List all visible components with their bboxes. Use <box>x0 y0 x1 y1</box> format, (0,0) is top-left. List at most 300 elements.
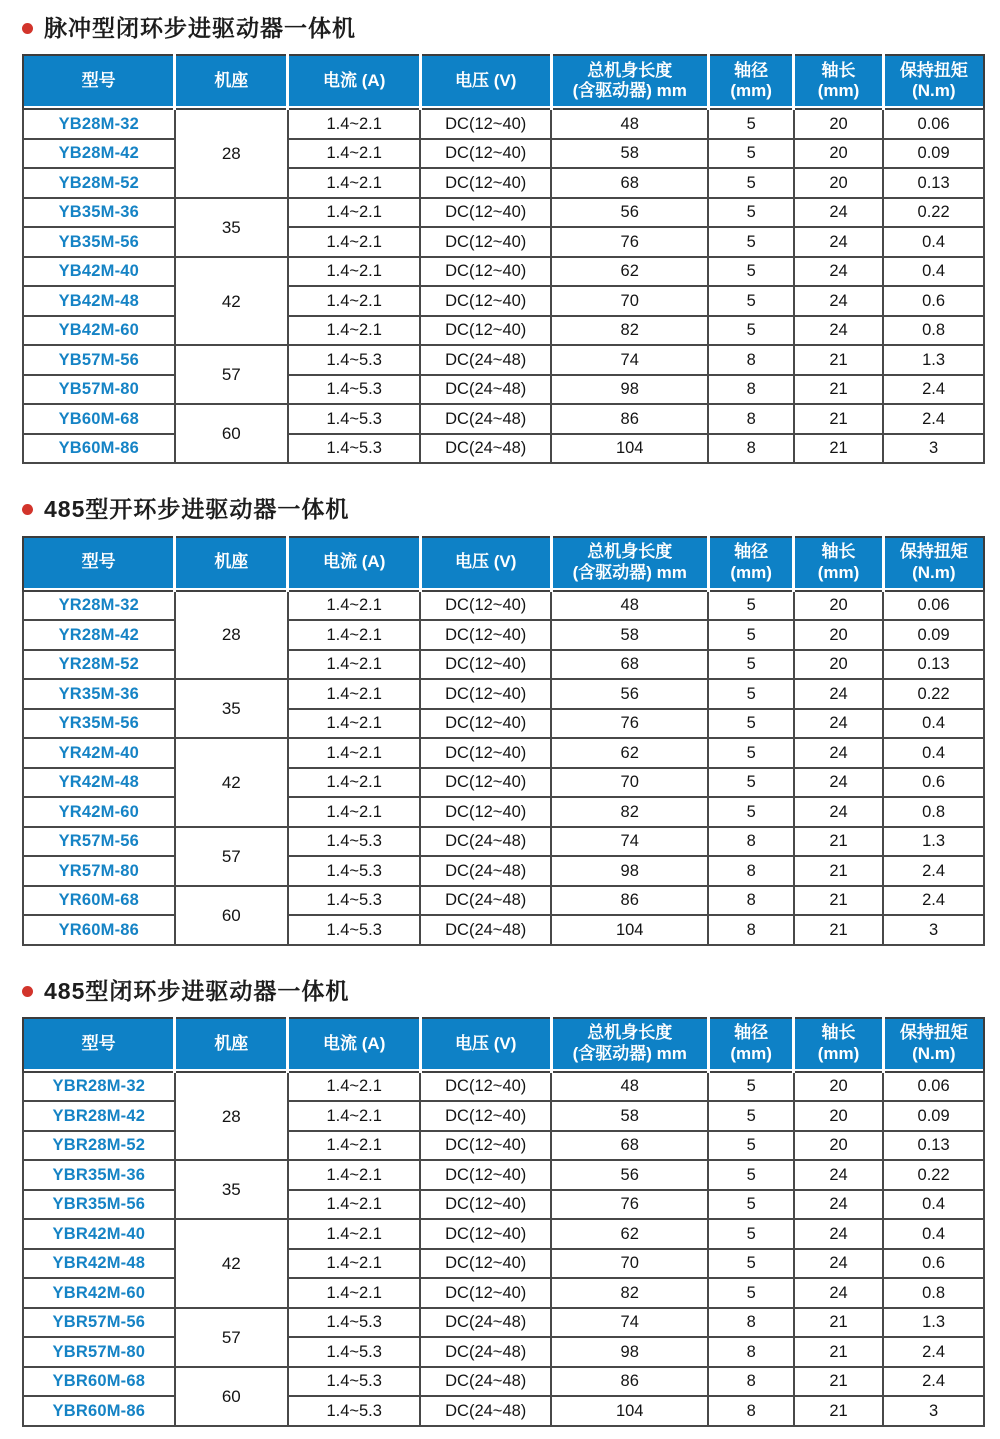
current-cell: 1.4~2.1 <box>288 316 420 346</box>
current-cell: 1.4~2.1 <box>288 1072 420 1102</box>
voltage-cell: DC(12~40) <box>420 227 551 257</box>
torque-cell: 0.09 <box>883 620 984 650</box>
voltage-cell: DC(24~48) <box>420 345 551 375</box>
column-header <box>288 55 420 109</box>
column-header-label: 机座 <box>214 552 249 572</box>
shaft-diameter-cell: 5 <box>708 768 793 798</box>
torque-cell: 0.8 <box>883 316 984 346</box>
shaft-length-cell: 20 <box>794 620 883 650</box>
product-table-section <box>22 16 985 464</box>
model-cell: YB57M-80 <box>23 375 175 405</box>
voltage-cell: DC(12~40) <box>420 109 551 139</box>
section-title <box>22 979 985 1004</box>
torque-cell: 3 <box>883 1396 984 1426</box>
column-header-label: 保持扭矩 <box>899 60 968 80</box>
model-cell: YBR60M-86 <box>23 1396 175 1426</box>
shaft-diameter-cell: 8 <box>708 1308 793 1338</box>
product-table-section <box>22 497 985 945</box>
table-row <box>23 1131 984 1161</box>
shaft-length-cell: 21 <box>794 827 883 857</box>
column-header-subline: (含驱动器) mm <box>572 81 687 101</box>
shaft-diameter-cell: 5 <box>708 679 793 709</box>
shaft-diameter-cell: 5 <box>708 591 793 621</box>
current-cell: 1.4~2.1 <box>288 1160 420 1190</box>
model-cell: YBR57M-80 <box>23 1337 175 1367</box>
column-header-subline: (N.m) <box>912 562 956 582</box>
torque-cell: 0.4 <box>883 738 984 768</box>
column-header-label: 型号 <box>81 1033 116 1053</box>
length-cell: 82 <box>551 1278 708 1308</box>
table-row <box>23 109 984 139</box>
shaft-length-cell: 24 <box>794 227 883 257</box>
current-cell: 1.4~2.1 <box>288 650 420 680</box>
length-cell: 104 <box>551 434 708 464</box>
torque-cell: 0.13 <box>883 168 984 198</box>
shaft-length-cell: 20 <box>794 1072 883 1102</box>
model-cell: YBR42M-60 <box>23 1278 175 1308</box>
current-cell: 1.4~5.3 <box>288 434 420 464</box>
column-header <box>23 537 175 591</box>
length-cell: 62 <box>551 1219 708 1249</box>
length-cell: 76 <box>551 227 708 257</box>
model-cell: YB57M-56 <box>23 345 175 375</box>
table-row <box>23 168 984 198</box>
model-cell: YB28M-32 <box>23 109 175 139</box>
table-row <box>23 650 984 680</box>
voltage-cell: DC(12~40) <box>420 1131 551 1161</box>
current-cell: 1.4~5.3 <box>288 1367 420 1397</box>
table-row <box>23 797 984 827</box>
table-row <box>23 257 984 287</box>
length-cell: 68 <box>551 168 708 198</box>
shaft-length-cell: 24 <box>794 257 883 287</box>
model-cell: YR60M-68 <box>23 886 175 916</box>
shaft-diameter-cell: 8 <box>708 1396 793 1426</box>
frame-size-cell: 35 <box>175 679 288 738</box>
torque-cell: 0.4 <box>883 1190 984 1220</box>
frame-size-cell: 28 <box>175 1072 288 1161</box>
current-cell: 1.4~5.3 <box>288 827 420 857</box>
shaft-diameter-cell: 5 <box>708 198 793 228</box>
table-row <box>23 620 984 650</box>
frame-size-cell: 28 <box>175 591 288 680</box>
length-cell: 104 <box>551 915 708 945</box>
voltage-cell: DC(12~40) <box>420 316 551 346</box>
table-row <box>23 886 984 916</box>
length-cell: 56 <box>551 679 708 709</box>
current-cell: 1.4~2.1 <box>288 286 420 316</box>
torque-cell: 2.4 <box>883 886 984 916</box>
shaft-length-cell: 24 <box>794 1278 883 1308</box>
column-header <box>23 55 175 109</box>
column-header-label: 总机身长度 <box>587 541 673 561</box>
column-header <box>708 55 793 109</box>
voltage-cell: DC(24~48) <box>420 434 551 464</box>
header-row <box>23 55 984 109</box>
table-row <box>23 1101 984 1131</box>
column-header-label: 保持扭矩 <box>899 541 968 561</box>
voltage-cell: DC(24~48) <box>420 404 551 434</box>
frame-size-cell: 60 <box>175 404 288 463</box>
table-row <box>23 1249 984 1279</box>
current-cell: 1.4~2.1 <box>288 709 420 739</box>
model-cell: YB60M-86 <box>23 434 175 464</box>
table-row <box>23 1219 984 1249</box>
shaft-diameter-cell: 5 <box>708 797 793 827</box>
shaft-length-cell: 24 <box>794 316 883 346</box>
length-cell: 82 <box>551 316 708 346</box>
length-cell: 76 <box>551 1190 708 1220</box>
header-row <box>23 537 984 591</box>
shaft-diameter-cell: 8 <box>708 915 793 945</box>
product-table-section <box>22 979 985 1427</box>
shaft-diameter-cell: 5 <box>708 257 793 287</box>
torque-cell: 2.4 <box>883 1337 984 1367</box>
column-header-subline: (mm) <box>730 1043 772 1063</box>
table-row <box>23 198 984 228</box>
model-cell: YB60M-68 <box>23 404 175 434</box>
column-header <box>551 55 708 109</box>
current-cell: 1.4~2.1 <box>288 738 420 768</box>
shaft-length-cell: 24 <box>794 1249 883 1279</box>
table-row <box>23 345 984 375</box>
section-title-text: 485型闭环步进驱动器一体机 <box>44 977 350 1004</box>
torque-cell: 0.4 <box>883 709 984 739</box>
column-header-label: 总机身长度 <box>587 1023 673 1043</box>
shaft-diameter-cell: 5 <box>708 1072 793 1102</box>
column-header-label: 轴长 <box>821 1023 856 1043</box>
length-cell: 58 <box>551 620 708 650</box>
column-header <box>883 1018 984 1072</box>
model-cell: YR57M-80 <box>23 856 175 886</box>
torque-cell: 0.22 <box>883 198 984 228</box>
torque-cell: 0.13 <box>883 1131 984 1161</box>
length-cell: 98 <box>551 856 708 886</box>
column-header <box>420 1018 551 1072</box>
column-header-label: 保持扭矩 <box>899 1023 968 1043</box>
column-header <box>288 1018 420 1072</box>
table-row <box>23 227 984 257</box>
frame-size-cell: 57 <box>175 345 288 404</box>
voltage-cell: DC(12~40) <box>420 738 551 768</box>
length-cell: 86 <box>551 404 708 434</box>
shaft-length-cell: 24 <box>794 286 883 316</box>
shaft-diameter-cell: 5 <box>708 286 793 316</box>
torque-cell: 0.22 <box>883 1160 984 1190</box>
torque-cell: 0.6 <box>883 1249 984 1279</box>
column-header <box>794 537 883 591</box>
torque-cell: 1.3 <box>883 1308 984 1338</box>
current-cell: 1.4~5.3 <box>288 856 420 886</box>
model-cell: YR42M-60 <box>23 797 175 827</box>
torque-cell: 3 <box>883 915 984 945</box>
frame-size-cell: 35 <box>175 1160 288 1219</box>
current-cell: 1.4~2.1 <box>288 198 420 228</box>
current-cell: 1.4~5.3 <box>288 1396 420 1426</box>
shaft-diameter-cell: 8 <box>708 434 793 464</box>
shaft-diameter-cell: 5 <box>708 316 793 346</box>
column-header <box>23 1018 175 1072</box>
voltage-cell: DC(24~48) <box>420 1337 551 1367</box>
table-row <box>23 1308 984 1338</box>
voltage-cell: DC(24~48) <box>420 1396 551 1426</box>
current-cell: 1.4~5.3 <box>288 345 420 375</box>
shaft-length-cell: 20 <box>794 650 883 680</box>
current-cell: 1.4~2.1 <box>288 1190 420 1220</box>
voltage-cell: DC(12~40) <box>420 1160 551 1190</box>
shaft-length-cell: 21 <box>794 1367 883 1397</box>
table-row <box>23 679 984 709</box>
column-header <box>175 55 288 109</box>
spec-table <box>22 536 985 946</box>
model-cell: YBR57M-56 <box>23 1308 175 1338</box>
column-header-subline: (含驱动器) mm <box>572 1043 687 1063</box>
current-cell: 1.4~5.3 <box>288 1337 420 1367</box>
shaft-length-cell: 21 <box>794 886 883 916</box>
current-cell: 1.4~2.1 <box>288 620 420 650</box>
shaft-diameter-cell: 8 <box>708 886 793 916</box>
torque-cell: 0.06 <box>883 591 984 621</box>
shaft-diameter-cell: 5 <box>708 1249 793 1279</box>
shaft-length-cell: 21 <box>794 345 883 375</box>
column-header-label: 电压 (V) <box>455 552 517 572</box>
length-cell: 70 <box>551 1249 708 1279</box>
column-header-label: 电压 (V) <box>455 1033 517 1053</box>
column-header-subline: (mm) <box>730 562 772 582</box>
column-header-subline: (N.m) <box>912 81 956 101</box>
length-cell: 86 <box>551 1367 708 1397</box>
spec-table <box>22 54 985 464</box>
shaft-length-cell: 20 <box>794 168 883 198</box>
shaft-diameter-cell: 8 <box>708 1337 793 1367</box>
shaft-diameter-cell: 8 <box>708 345 793 375</box>
column-header-label: 轴径 <box>734 60 769 80</box>
column-header-subline: (含驱动器) mm <box>572 562 687 582</box>
column-header-label: 电流 (A) <box>323 1033 386 1053</box>
torque-cell: 0.09 <box>883 139 984 169</box>
shaft-length-cell: 21 <box>794 375 883 405</box>
shaft-length-cell: 21 <box>794 856 883 886</box>
bullet-icon <box>22 986 33 997</box>
shaft-diameter-cell: 5 <box>708 1278 793 1308</box>
shaft-length-cell: 24 <box>794 709 883 739</box>
voltage-cell: DC(12~40) <box>420 768 551 798</box>
voltage-cell: DC(12~40) <box>420 1072 551 1102</box>
model-cell: YR28M-32 <box>23 591 175 621</box>
shaft-length-cell: 20 <box>794 1101 883 1131</box>
model-cell: YBR28M-42 <box>23 1101 175 1131</box>
frame-size-cell: 42 <box>175 738 288 827</box>
header-row <box>23 1018 984 1072</box>
current-cell: 1.4~2.1 <box>288 109 420 139</box>
voltage-cell: DC(12~40) <box>420 1278 551 1308</box>
column-header <box>551 537 708 591</box>
column-header-label: 轴径 <box>734 1023 769 1043</box>
shaft-diameter-cell: 8 <box>708 856 793 886</box>
bullet-icon <box>22 504 33 515</box>
table-row <box>23 591 984 621</box>
length-cell: 76 <box>551 709 708 739</box>
column-header-label: 轴长 <box>821 541 856 561</box>
length-cell: 56 <box>551 1160 708 1190</box>
shaft-length-cell: 21 <box>794 404 883 434</box>
column-header-label: 机座 <box>214 70 249 90</box>
length-cell: 74 <box>551 827 708 857</box>
model-cell: YBR28M-32 <box>23 1072 175 1102</box>
column-header-label: 型号 <box>81 70 116 90</box>
model-cell: YBR28M-52 <box>23 1131 175 1161</box>
table-row <box>23 1190 984 1220</box>
current-cell: 1.4~2.1 <box>288 1131 420 1161</box>
model-cell: YR28M-52 <box>23 650 175 680</box>
table-row <box>23 1396 984 1426</box>
current-cell: 1.4~5.3 <box>288 375 420 405</box>
current-cell: 1.4~2.1 <box>288 1249 420 1279</box>
model-cell: YBR35M-36 <box>23 1160 175 1190</box>
current-cell: 1.4~5.3 <box>288 1308 420 1338</box>
torque-cell: 2.4 <box>883 856 984 886</box>
shaft-length-cell: 24 <box>794 679 883 709</box>
table-row <box>23 434 984 464</box>
column-header <box>288 537 420 591</box>
column-header <box>175 1018 288 1072</box>
table-row <box>23 768 984 798</box>
table-row <box>23 316 984 346</box>
shaft-length-cell: 20 <box>794 591 883 621</box>
voltage-cell: DC(12~40) <box>420 198 551 228</box>
shaft-diameter-cell: 5 <box>708 650 793 680</box>
model-cell: YR60M-86 <box>23 915 175 945</box>
voltage-cell: DC(24~48) <box>420 915 551 945</box>
frame-size-cell: 60 <box>175 886 288 945</box>
shaft-diameter-cell: 8 <box>708 827 793 857</box>
table-row <box>23 827 984 857</box>
column-header <box>794 55 883 109</box>
length-cell: 104 <box>551 1396 708 1426</box>
shaft-diameter-cell: 5 <box>708 738 793 768</box>
shaft-length-cell: 24 <box>794 1160 883 1190</box>
table-row <box>23 738 984 768</box>
column-header <box>420 55 551 109</box>
column-header-label: 电压 (V) <box>455 70 517 90</box>
voltage-cell: DC(12~40) <box>420 168 551 198</box>
voltage-cell: DC(24~48) <box>420 375 551 405</box>
model-cell: YBR42M-48 <box>23 1249 175 1279</box>
shaft-length-cell: 21 <box>794 1308 883 1338</box>
torque-cell: 0.4 <box>883 257 984 287</box>
model-cell: YB42M-40 <box>23 257 175 287</box>
torque-cell: 0.4 <box>883 1219 984 1249</box>
shaft-diameter-cell: 5 <box>708 1101 793 1131</box>
voltage-cell: DC(12~40) <box>420 709 551 739</box>
shaft-diameter-cell: 5 <box>708 1219 793 1249</box>
frame-size-cell: 60 <box>175 1367 288 1426</box>
current-cell: 1.4~2.1 <box>288 1219 420 1249</box>
shaft-length-cell: 24 <box>794 768 883 798</box>
column-header-label: 型号 <box>81 552 116 572</box>
torque-cell: 0.09 <box>883 1101 984 1131</box>
column-header-subline: (N.m) <box>912 1043 956 1063</box>
voltage-cell: DC(24~48) <box>420 886 551 916</box>
model-cell: YR57M-56 <box>23 827 175 857</box>
current-cell: 1.4~2.1 <box>288 679 420 709</box>
frame-size-cell: 28 <box>175 109 288 198</box>
model-cell: YR42M-40 <box>23 738 175 768</box>
torque-cell: 2.4 <box>883 375 984 405</box>
torque-cell: 0.13 <box>883 650 984 680</box>
model-cell: YR28M-42 <box>23 620 175 650</box>
column-header-label: 轴径 <box>734 541 769 561</box>
voltage-cell: DC(12~40) <box>420 1249 551 1279</box>
length-cell: 62 <box>551 738 708 768</box>
voltage-cell: DC(12~40) <box>420 286 551 316</box>
length-cell: 58 <box>551 139 708 169</box>
length-cell: 58 <box>551 1101 708 1131</box>
torque-cell: 1.3 <box>883 345 984 375</box>
length-cell: 86 <box>551 886 708 916</box>
length-cell: 98 <box>551 375 708 405</box>
model-cell: YB28M-52 <box>23 168 175 198</box>
table-row <box>23 1160 984 1190</box>
shaft-length-cell: 21 <box>794 1337 883 1367</box>
voltage-cell: DC(12~40) <box>420 620 551 650</box>
column-header-label: 电流 (A) <box>323 552 386 572</box>
length-cell: 48 <box>551 109 708 139</box>
length-cell: 74 <box>551 345 708 375</box>
shaft-diameter-cell: 5 <box>708 227 793 257</box>
length-cell: 74 <box>551 1308 708 1338</box>
voltage-cell: DC(24~48) <box>420 1308 551 1338</box>
voltage-cell: DC(12~40) <box>420 257 551 287</box>
torque-cell: 0.4 <box>883 227 984 257</box>
spec-table <box>22 1017 985 1427</box>
voltage-cell: DC(12~40) <box>420 650 551 680</box>
shaft-length-cell: 20 <box>794 1131 883 1161</box>
shaft-length-cell: 24 <box>794 198 883 228</box>
frame-size-cell: 42 <box>175 1219 288 1308</box>
torque-cell: 0.22 <box>883 679 984 709</box>
torque-cell: 1.3 <box>883 827 984 857</box>
torque-cell: 0.8 <box>883 797 984 827</box>
voltage-cell: DC(24~48) <box>420 856 551 886</box>
length-cell: 68 <box>551 1131 708 1161</box>
length-cell: 98 <box>551 1337 708 1367</box>
voltage-cell: DC(12~40) <box>420 797 551 827</box>
model-cell: YBR60M-68 <box>23 1367 175 1397</box>
model-cell: YR42M-48 <box>23 768 175 798</box>
column-header <box>794 1018 883 1072</box>
shaft-diameter-cell: 8 <box>708 375 793 405</box>
current-cell: 1.4~2.1 <box>288 139 420 169</box>
table-row <box>23 375 984 405</box>
current-cell: 1.4~5.3 <box>288 404 420 434</box>
table-row <box>23 1367 984 1397</box>
model-cell: YB42M-60 <box>23 316 175 346</box>
voltage-cell: DC(12~40) <box>420 1219 551 1249</box>
shaft-diameter-cell: 8 <box>708 404 793 434</box>
frame-size-cell: 42 <box>175 257 288 346</box>
length-cell: 48 <box>551 591 708 621</box>
column-header-subline: (mm) <box>730 81 772 101</box>
torque-cell: 2.4 <box>883 404 984 434</box>
shaft-length-cell: 24 <box>794 797 883 827</box>
shaft-length-cell: 21 <box>794 1396 883 1426</box>
column-header <box>420 537 551 591</box>
column-header-subline: (mm) <box>817 1043 860 1063</box>
current-cell: 1.4~2.1 <box>288 797 420 827</box>
shaft-diameter-cell: 5 <box>708 1131 793 1161</box>
length-cell: 56 <box>551 198 708 228</box>
